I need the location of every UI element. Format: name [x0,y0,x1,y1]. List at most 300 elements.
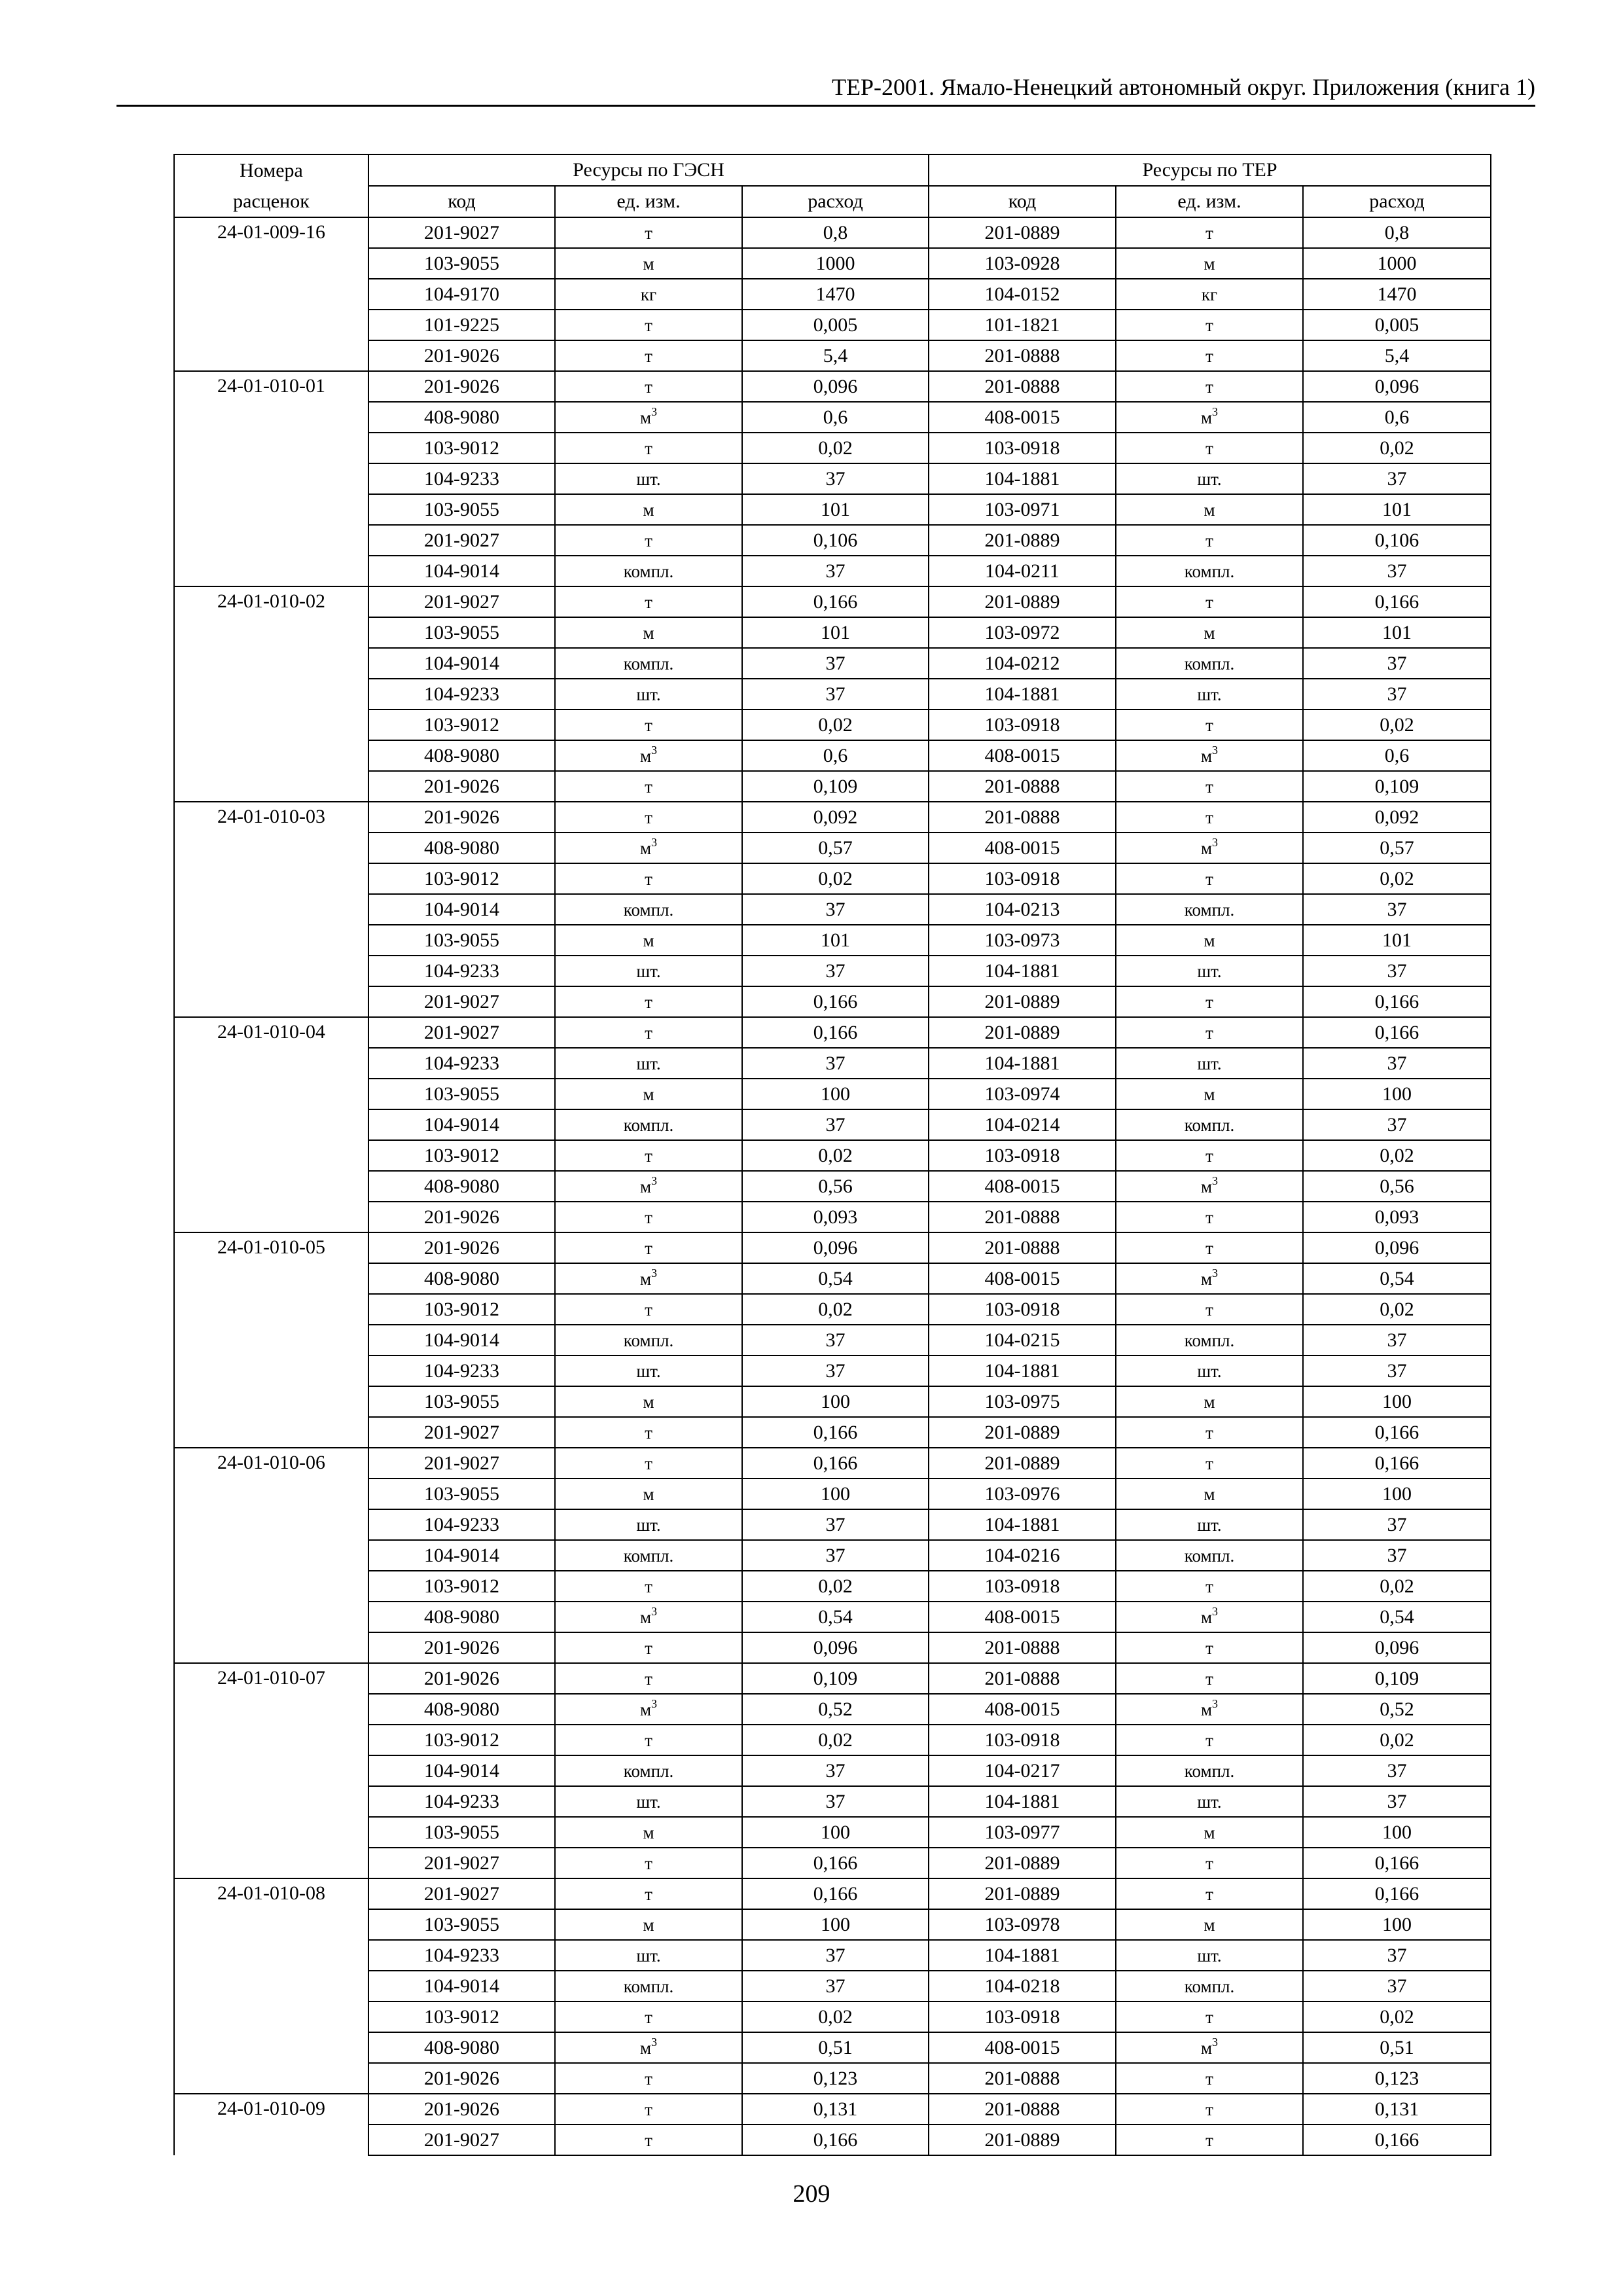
gesn-consumption-cell: 0,166 [742,2125,929,2155]
rate-number-cell [174,1355,368,1386]
ter-code-cell: 103-0918 [929,1571,1116,1602]
ter-consumption-cell: 1470 [1303,279,1491,310]
ter-unit-cell: м [1116,494,1303,525]
rate-number-cell [174,1479,368,1509]
gesn-consumption-cell: 0,166 [742,1878,929,1909]
ter-code-cell: 103-0918 [929,1294,1116,1325]
rate-number-cell [174,740,368,771]
gesn-code-cell: 103-9055 [368,1817,555,1848]
ter-unit-cell: $м^3$ [1116,2032,1303,2063]
gesn-consumption-cell: 0,02 [742,1294,929,1325]
rate-number-cell [174,1540,368,1571]
superscript-3: 3 [651,1266,658,1280]
gesn-consumption-cell: 100 [742,1817,929,1848]
gesn-consumption-cell: 0,57 [742,833,929,863]
gesn-unit-cell: компл. [555,1540,742,1571]
rate-number-cell [174,1848,368,1878]
ter-consumption-cell: 0,166 [1303,1848,1491,1878]
ter-consumption-cell: 37 [1303,1786,1491,1817]
rate-number-cell [174,1202,368,1232]
gesn-consumption-cell: 0,02 [742,1725,929,1755]
ter-code-cell: 201-0888 [929,340,1116,371]
gesn-unit-cell: т [555,1878,742,1909]
ter-unit-cell: шт. [1116,463,1303,494]
ter-code-cell: 103-0973 [929,925,1116,956]
table-row [174,1725,1491,1755]
rate-number-cell: 24-01-010-09 [174,2094,368,2125]
gesn-unit-cell: шт. [555,1786,742,1817]
ter-unit-cell: $м^3$ [1116,1263,1303,1294]
ter-code-cell: 201-0889 [929,1417,1116,1448]
gesn-unit-cell: $м^3$ [555,2032,742,2063]
header-divider [116,105,1535,107]
gesn-code-cell: 103-9055 [368,1909,555,1940]
gesn-code-cell: 201-9027 [368,217,555,248]
gesn-unit-cell: $м^3$ [555,1694,742,1725]
gesn-consumption-cell: 0,092 [742,802,929,833]
ter-consumption-cell: 0,131 [1303,2094,1491,2125]
rate-number-cell [174,1632,368,1663]
rate-number-cell [174,1109,368,1140]
rate-number-cell [174,1755,368,1786]
ter-code-cell: 201-0888 [929,371,1116,402]
ter-code-cell: 201-0889 [929,986,1116,1017]
gesn-unit-cell: т [555,1848,742,1878]
ter-unit-cell: т [1116,1878,1303,1909]
ter-unit-cell: шт. [1116,679,1303,709]
rate-number-cell [174,1079,368,1109]
ter-code-cell: 408-0015 [929,740,1116,771]
gesn-unit-cell: шт. [555,1509,742,1540]
gesn-code-cell: 103-9055 [368,1386,555,1417]
table-row [174,1602,1491,1632]
superscript-3: 3 [1212,2035,1219,2049]
ter-consumption-cell: 0,02 [1303,433,1491,463]
superscript-3: 3 [651,1696,658,1710]
ter-unit-cell: $м^3$ [1116,740,1303,771]
ter-code-cell: 104-1881 [929,463,1116,494]
ter-code-cell: 201-0889 [929,1017,1116,1048]
gesn-unit-cell: компл. [555,894,742,925]
table-row [174,1202,1491,1232]
gesn-consumption-cell: 0,8 [742,217,929,248]
ter-consumption-cell: 101 [1303,925,1491,956]
ter-unit-cell: т [1116,1417,1303,1448]
ter-code-cell: 201-0889 [929,217,1116,248]
table-row [174,1940,1491,1971]
gesn-consumption-cell: 0,02 [742,1571,929,1602]
ter-consumption-cell: 0,02 [1303,1725,1491,1755]
ter-consumption-cell: 5,4 [1303,340,1491,371]
ter-unit-cell: т [1116,586,1303,617]
ter-code-cell: 201-0888 [929,2094,1116,2125]
rate-number-cell [174,679,368,709]
rate-number-cell [174,648,368,679]
gesn-unit-cell: компл. [555,1109,742,1140]
gesn-unit-cell: т [555,2001,742,2032]
ter-code-cell: 103-0928 [929,248,1116,279]
ter-unit-cell: т [1116,2125,1303,2155]
gesn-code-cell: 104-9233 [368,956,555,986]
ter-unit-cell: шт. [1116,956,1303,986]
table-row [174,1171,1491,1202]
ter-unit-cell: т [1116,310,1303,340]
ter-unit-cell: т [1116,1017,1303,1048]
ter-consumption-cell: 100 [1303,1479,1491,1509]
gesn-code-cell: 103-9012 [368,2001,555,2032]
ter-consumption-cell: 0,02 [1303,2001,1491,2032]
gesn-consumption-cell: 0,123 [742,2063,929,2094]
rate-number-cell [174,1294,368,1325]
gesn-consumption-cell: 0,005 [742,310,929,340]
rate-number-cell: 24-01-010-03 [174,802,368,833]
gesn-unit-cell: т [555,217,742,248]
ter-unit-cell: компл. [1116,1325,1303,1355]
ter-code-cell: 103-0976 [929,1479,1116,1509]
ter-consumption-cell: 0,166 [1303,1017,1491,1048]
gesn-code-cell: 201-9026 [368,771,555,802]
table-row [174,2125,1491,2155]
rate-number-cell [174,2032,368,2063]
gesn-unit-cell: компл. [555,1971,742,2001]
gesn-code-cell: 103-9012 [368,433,555,463]
ter-code-cell: 408-0015 [929,2032,1116,2063]
gesn-code-cell: 103-9055 [368,925,555,956]
table-row [174,1971,1491,2001]
gesn-consumption-cell: 37 [742,1325,929,1355]
ter-unit-cell: компл. [1116,1755,1303,1786]
rate-number-cell [174,463,368,494]
ter-code-cell: 408-0015 [929,1602,1116,1632]
ter-consumption-cell: 0,02 [1303,709,1491,740]
ter-consumption-cell: 37 [1303,1755,1491,1786]
gesn-unit-cell: т [555,802,742,833]
gesn-code-cell: 201-9027 [368,1417,555,1448]
ter-unit-cell: м [1116,925,1303,956]
ter-code-cell: 104-0213 [929,894,1116,925]
ter-consumption-cell: 0,166 [1303,1878,1491,1909]
ter-unit-cell: $м^3$ [1116,1171,1303,1202]
rate-number-cell: 24-01-010-04 [174,1017,368,1048]
ter-consumption-cell: 0,109 [1303,1663,1491,1694]
ter-unit-cell: т [1116,1725,1303,1755]
rate-number-cell [174,863,368,894]
ter-unit-cell: компл. [1116,1971,1303,2001]
ter-unit-cell: шт. [1116,1940,1303,1971]
table-row [174,217,1491,248]
gesn-code-cell: 104-9014 [368,894,555,925]
ter-consumption-cell: 0,6 [1303,740,1491,771]
ter-code-cell: 104-1881 [929,679,1116,709]
resources-table-container [173,154,1490,2156]
gesn-unit-cell: $м^3$ [555,1602,742,1632]
rate-number-cell [174,2063,368,2094]
rate-number-cell [174,1509,368,1540]
ter-unit-cell: т [1116,1232,1303,1263]
table-row [174,525,1491,556]
rate-number-cell [174,956,368,986]
ter-consumption-cell: 100 [1303,1909,1491,1940]
table-header [174,154,1491,217]
gesn-consumption-cell: 37 [742,463,929,494]
rate-number-cell: 24-01-010-07 [174,1663,368,1694]
rate-number-cell [174,1786,368,1817]
gesn-unit-cell: т [555,586,742,617]
gesn-unit-cell: $м^3$ [555,740,742,771]
table-row [174,402,1491,433]
gesn-consumption-cell: 0,106 [742,525,929,556]
ter-unit-cell: м [1116,617,1303,648]
ter-code-cell: 408-0015 [929,1263,1116,1294]
gesn-consumption-cell: 101 [742,925,929,956]
ter-code-cell: 104-1881 [929,1509,1116,1540]
gesn-unit-cell: шт. [555,679,742,709]
gesn-consumption-cell: 0,02 [742,1140,929,1171]
header-ter-consumption: расход [1303,186,1491,217]
rate-number-cell [174,771,368,802]
ter-unit-cell: т [1116,433,1303,463]
ter-unit-cell: $м^3$ [1116,1694,1303,1725]
table-row [174,340,1491,371]
gesn-consumption-cell: 0,02 [742,863,929,894]
ter-code-cell: 201-0889 [929,525,1116,556]
gesn-consumption-cell: 37 [742,1786,929,1817]
gesn-consumption-cell: 101 [742,617,929,648]
rate-number-cell [174,1386,368,1417]
page-number: 209 [793,2180,830,2208]
superscript-3: 3 [1212,835,1219,849]
table-row [174,1817,1491,1848]
gesn-consumption-cell: 0,131 [742,2094,929,2125]
gesn-code-cell: 103-9012 [368,1725,555,1755]
gesn-unit-cell: м [555,248,742,279]
gesn-unit-cell: шт. [555,956,742,986]
gesn-code-cell: 201-9026 [368,1663,555,1694]
gesn-consumption-cell: 37 [742,556,929,586]
ter-unit-cell: т [1116,1294,1303,1325]
ter-code-cell: 104-1881 [929,1048,1116,1079]
header-gesn-code: код [368,186,555,217]
table-row [174,1755,1491,1786]
ter-code-cell: 104-1881 [929,1786,1116,1817]
ter-unit-cell: т [1116,1571,1303,1602]
table-row [174,556,1491,586]
table-row [174,2063,1491,2094]
gesn-consumption-cell: 0,109 [742,771,929,802]
rate-number-cell [174,1725,368,1755]
ter-consumption-cell: 37 [1303,1048,1491,1079]
rate-number-cell [174,1140,368,1171]
gesn-code-cell: 104-9233 [368,1940,555,1971]
ter-code-cell: 103-0918 [929,1140,1116,1171]
gesn-consumption-cell: 0,54 [742,1602,929,1632]
gesn-unit-cell: м [555,1079,742,1109]
ter-code-cell: 104-0215 [929,1325,1116,1355]
gesn-code-cell: 101-9225 [368,310,555,340]
gesn-consumption-cell: 0,096 [742,1632,929,1663]
gesn-unit-cell: шт. [555,463,742,494]
gesn-code-cell: 201-9027 [368,1017,555,1048]
gesn-unit-cell: м [555,1386,742,1417]
gesn-code-cell: 201-9027 [368,986,555,1017]
ter-code-cell: 104-0211 [929,556,1116,586]
gesn-unit-cell: т [555,1140,742,1171]
ter-unit-cell: т [1116,1140,1303,1171]
ter-consumption-cell: 0,166 [1303,986,1491,1017]
table-row [174,1540,1491,1571]
gesn-code-cell: 201-9026 [368,1202,555,1232]
ter-unit-cell: т [1116,1632,1303,1663]
ter-consumption-cell: 0,02 [1303,1294,1491,1325]
ter-code-cell: 201-0889 [929,586,1116,617]
gesn-unit-cell: т [555,1725,742,1755]
ter-code-cell: 103-0972 [929,617,1116,648]
gesn-code-cell: 201-9027 [368,525,555,556]
ter-consumption-cell: 0,56 [1303,1171,1491,1202]
ter-code-cell: 408-0015 [929,833,1116,863]
ter-unit-cell: $м^3$ [1116,833,1303,863]
gesn-code-cell: 103-9012 [368,1140,555,1171]
ter-code-cell: 104-1881 [929,1355,1116,1386]
ter-code-cell: 104-0216 [929,1540,1116,1571]
superscript-3: 3 [1212,1174,1219,1187]
ter-unit-cell: т [1116,1202,1303,1232]
gesn-consumption-cell: 0,109 [742,1663,929,1694]
table-row [174,1848,1491,1878]
ter-unit-cell: м [1116,1909,1303,1940]
gesn-consumption-cell: 0,166 [742,1448,929,1479]
gesn-unit-cell: т [555,1202,742,1232]
gesn-consumption-cell: 37 [742,1540,929,1571]
table-row [174,1417,1491,1448]
ter-unit-cell: м [1116,1386,1303,1417]
rate-number-cell [174,1940,368,1971]
gesn-code-cell: 104-9233 [368,1355,555,1386]
header-rate-numbers-line1: Номера [174,154,368,186]
gesn-code-cell: 104-9014 [368,1109,555,1140]
ter-consumption-cell: 37 [1303,1971,1491,2001]
gesn-consumption-cell: 0,02 [742,709,929,740]
gesn-code-cell: 201-9026 [368,2063,555,2094]
table-row [174,1140,1491,1171]
header-ter-unit: ед. изм. [1116,186,1303,217]
ter-code-cell: 408-0015 [929,1171,1116,1202]
ter-code-cell: 103-0975 [929,1386,1116,1417]
gesn-code-cell: 408-9080 [368,2032,555,2063]
rate-number-cell: 24-01-010-05 [174,1232,368,1263]
ter-unit-cell: $м^3$ [1116,1602,1303,1632]
rate-number-cell [174,894,368,925]
gesn-consumption-cell: 100 [742,1386,929,1417]
table-row [174,1694,1491,1725]
ter-consumption-cell: 0,02 [1303,1571,1491,1602]
rate-number-cell [174,1171,368,1202]
gesn-code-cell: 103-9055 [368,1079,555,1109]
ter-unit-cell: т [1116,2063,1303,2094]
ter-code-cell: 103-0974 [929,1079,1116,1109]
ter-code-cell: 104-0212 [929,648,1116,679]
ter-code-cell: 201-0889 [929,2125,1116,2155]
ter-code-cell: 201-0888 [929,1632,1116,1663]
table-row [174,2032,1491,2063]
table-row [174,709,1491,740]
gesn-code-cell: 104-9233 [368,463,555,494]
header-rate-numbers-line2: расценок [174,186,368,217]
gesn-consumption-cell: 100 [742,1079,929,1109]
gesn-code-cell: 103-9055 [368,494,555,525]
gesn-consumption-cell: 37 [742,1048,929,1079]
gesn-code-cell: 201-9026 [368,1232,555,1263]
rate-number-cell [174,1602,368,1632]
ter-unit-cell: т [1116,771,1303,802]
gesn-code-cell: 103-9012 [368,1571,555,1602]
gesn-unit-cell: шт. [555,1048,742,1079]
table-row [174,1355,1491,1386]
superscript-3: 3 [651,835,658,849]
ter-unit-cell: т [1116,863,1303,894]
gesn-unit-cell: м [555,925,742,956]
gesn-code-cell: 103-9012 [368,863,555,894]
gesn-consumption-cell: 100 [742,1909,929,1940]
gesn-consumption-cell: 0,166 [742,1848,929,1878]
ter-consumption-cell: 1000 [1303,248,1491,279]
gesn-consumption-cell: 37 [742,1509,929,1540]
gesn-consumption-cell: 37 [742,894,929,925]
superscript-3: 3 [651,743,658,757]
gesn-code-cell: 201-9027 [368,1878,555,1909]
gesn-unit-cell: т [555,310,742,340]
rate-number-cell [174,986,368,1017]
superscript-3: 3 [1212,1266,1219,1280]
ter-consumption-cell: 0,106 [1303,525,1491,556]
ter-code-cell: 408-0015 [929,1694,1116,1725]
rate-number-cell [174,525,368,556]
gesn-unit-cell: $м^3$ [555,1263,742,1294]
ter-consumption-cell: 37 [1303,1325,1491,1355]
ter-consumption-cell: 101 [1303,494,1491,525]
gesn-unit-cell: т [555,340,742,371]
ter-unit-cell: т [1116,217,1303,248]
ter-code-cell: 104-0214 [929,1109,1116,1140]
table-row [174,986,1491,1017]
gesn-unit-cell: т [555,2125,742,2155]
gesn-consumption-cell: 1470 [742,279,929,310]
gesn-unit-cell: кг [555,279,742,310]
superscript-3: 3 [1212,1696,1219,1710]
gesn-code-cell: 104-9170 [368,279,555,310]
rate-number-cell [174,1325,368,1355]
table-row [174,771,1491,802]
page-header-title: ТЕР-2001. Ямало-Ненецкий автономный округ. Приложения (книга 1) [832,74,1535,100]
ter-code-cell: 103-0918 [929,433,1116,463]
gesn-unit-cell: м [555,617,742,648]
ter-code-cell: 201-0888 [929,1663,1116,1694]
gesn-consumption-cell: 0,166 [742,586,929,617]
rate-number-cell [174,279,368,310]
resources-table [173,154,1491,2156]
ter-code-cell: 101-1821 [929,310,1116,340]
gesn-unit-cell: т [555,863,742,894]
gesn-code-cell: 201-9027 [368,2125,555,2155]
gesn-unit-cell: м [555,1479,742,1509]
gesn-unit-cell: компл. [555,1325,742,1355]
table-row [174,494,1491,525]
ter-code-cell: 103-0918 [929,709,1116,740]
ter-unit-cell: м [1116,1079,1303,1109]
gesn-unit-cell: т [555,1417,742,1448]
table-row [174,833,1491,863]
table-row [174,740,1491,771]
